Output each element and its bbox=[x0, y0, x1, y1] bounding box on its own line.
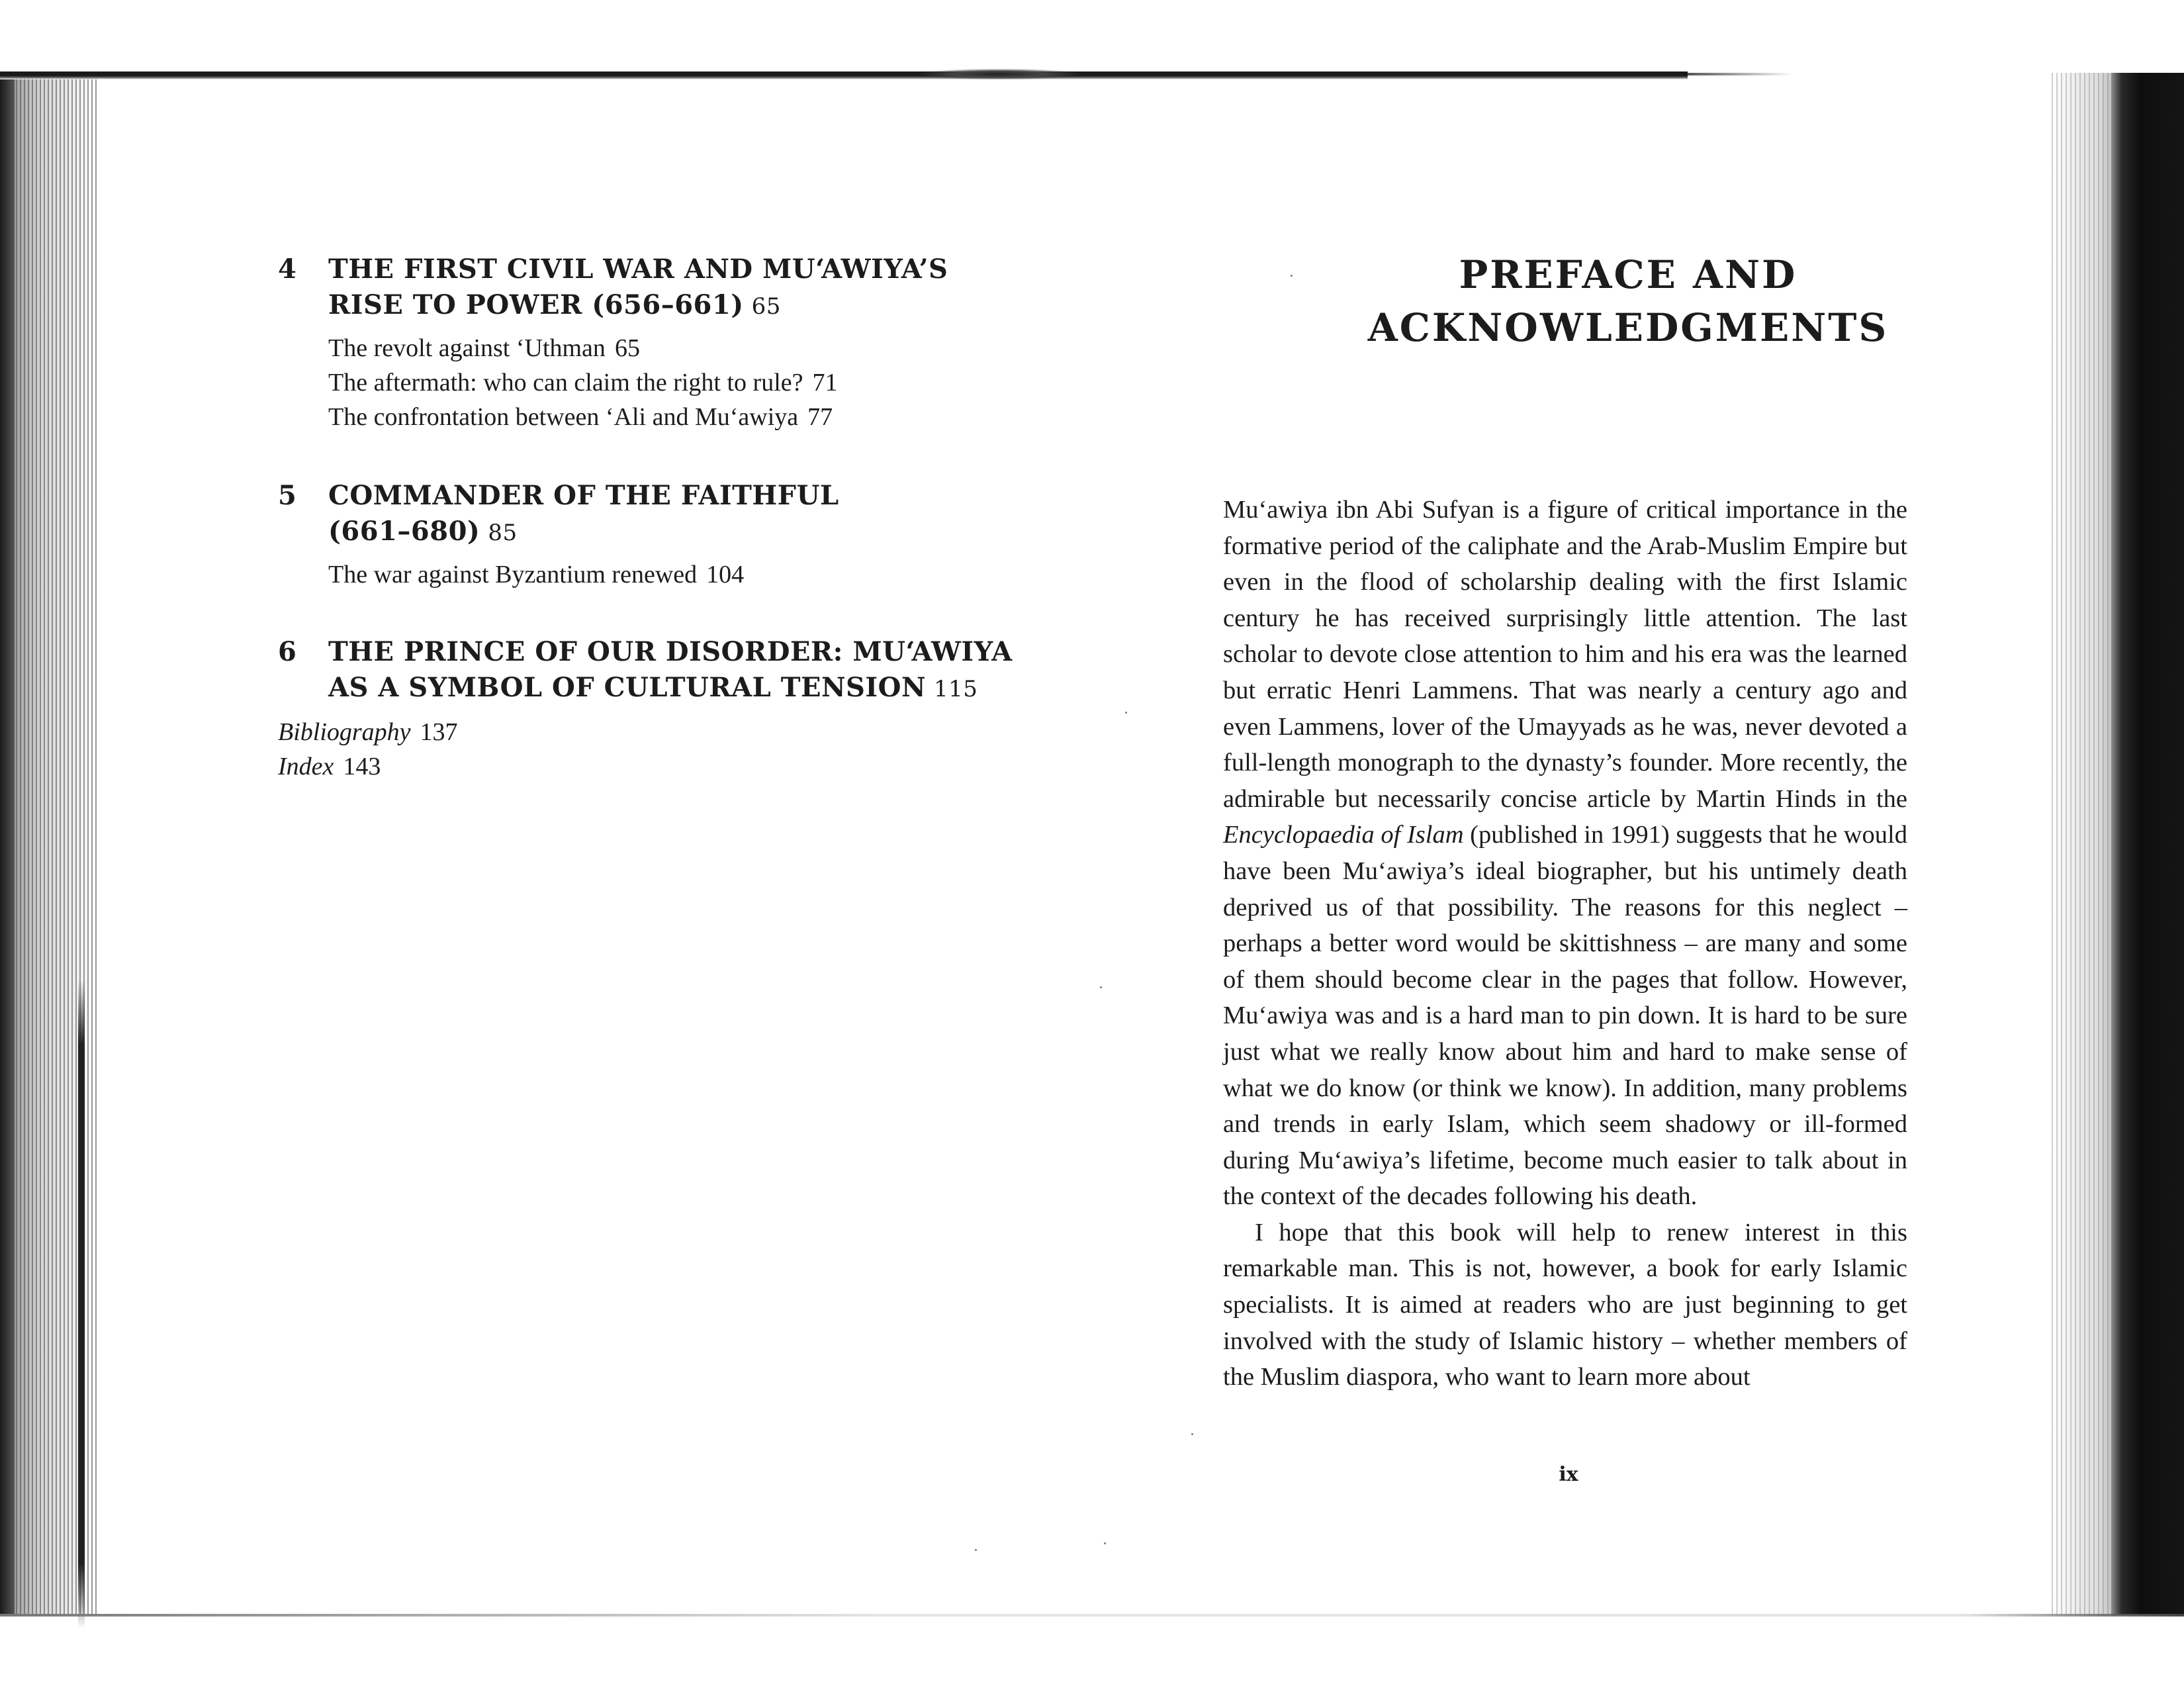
preface-body bbox=[1223, 492, 1907, 1395]
preface-paragraph-1 bbox=[1223, 492, 1907, 1215]
toc-index-entry bbox=[278, 749, 458, 784]
scan-speck bbox=[1191, 1433, 1193, 1435]
page-number: ix bbox=[1559, 1463, 1578, 1486]
chapter-title-line1: COMMANDER OF THE FAITHFUL bbox=[328, 480, 839, 511]
chapter-title-line1: THE FIRST CIVIL WAR AND MU‘AWIYA’S bbox=[328, 254, 948, 285]
preface-title-line2: ACKNOWLEDGMENTS bbox=[1367, 305, 1889, 350]
chapter-page-number: 65 bbox=[751, 293, 781, 320]
toc-section-item bbox=[328, 365, 1019, 400]
toc-bibliography-entry bbox=[278, 715, 458, 749]
toc-section-item bbox=[328, 331, 1019, 365]
preface-title bbox=[1264, 248, 1992, 354]
chapter-page-number: 115 bbox=[934, 676, 978, 702]
section-page-number: 71 bbox=[812, 369, 838, 397]
scan-speck bbox=[1125, 712, 1127, 714]
chapter-page-number: 85 bbox=[488, 520, 518, 546]
toc-section-item bbox=[328, 557, 1019, 592]
chapter-heading bbox=[278, 478, 1019, 551]
preface-title-line1: PREFACE AND bbox=[1459, 252, 1797, 297]
chapter-title-line2 bbox=[328, 514, 1019, 551]
preface-p1-text-start: Mu‘awiya ibn Abi Sufyan is a figure of critical importance in the formative period of the caliphate and the Arab-Muslim Empire but even in the flood of scholarship dealing with the first Islamic century he has received surprisingly little attention. The last scholar to devote close attention to him and his era was the learned but erratic Henri Lammens. That was nearly a century ago and even Lammens, lover of the Umayyads as he was, never devoted a full-length monograph to the dynasty’s founder. More recently, the admirable but necessarily concise article by Martin Hinds in the bbox=[1223, 496, 1907, 813]
scan-bottom-edge bbox=[0, 1614, 2184, 1617]
section-page-number: 104 bbox=[706, 561, 745, 588]
scan-right-shade bbox=[2052, 73, 2118, 1615]
toc-backmatter bbox=[278, 715, 458, 784]
preface-p1-italic-title: Encyclopaedia of Islam bbox=[1223, 821, 1464, 849]
section-title: The confrontation between ‘Ali and Mu‘awiya bbox=[328, 403, 799, 431]
bibliography-page-number: 137 bbox=[420, 718, 458, 746]
section-page-number: 65 bbox=[614, 334, 640, 362]
chapter-title-line2 bbox=[328, 670, 1019, 707]
chapter-title-text: RISE TO POWER (656–661) bbox=[328, 289, 744, 320]
index-title: Index bbox=[278, 753, 334, 780]
chapter-title-line1: THE PRINCE OF OUR DISORDER: MU‘AWIYA bbox=[328, 636, 1013, 667]
section-title: The aftermath: who can claim the right to rule? bbox=[328, 369, 803, 397]
chapter-title-text: AS A SYMBOL OF CULTURAL TENSION bbox=[328, 672, 927, 703]
chapter-heading bbox=[278, 252, 1019, 324]
preface-p1-text-end: (published in 1991) suggests that he would have been Mu‘awiya’s ideal biographer, but his untimely death deprived us of that possibility. The reasons for this neglect – perhaps a better word would be skittishness – are many and some of them should become clear in the pages that follow. However, Mu‘awiya was and is a hard man to pin down. It is hard to be sure just what we really know about him and hard to make sense of what we do know (or think we know). In addition, many problems and trends in early Islam, which seem shadowy or ill-formed during Mu‘awiya’s lifetime, become much easier to talk about in the context of the decades following his death. bbox=[1223, 821, 1907, 1211]
section-list bbox=[278, 331, 1019, 434]
scan-speck bbox=[1104, 1542, 1106, 1544]
toc-chapter-6 bbox=[278, 634, 1019, 707]
section-page-number: 77 bbox=[807, 403, 833, 431]
chapter-title-text: (661–680) bbox=[328, 516, 480, 547]
section-title: The revolt against ‘Uthman bbox=[328, 334, 606, 362]
toc-section-item bbox=[328, 400, 1019, 434]
chapter-number: 6 bbox=[278, 636, 297, 667]
scan-left-bar bbox=[0, 79, 15, 1615]
chapter-number: 4 bbox=[278, 254, 297, 285]
section-list bbox=[278, 557, 1019, 592]
section-title: The war against Byzantium renewed bbox=[328, 561, 698, 588]
scan-top-blotch bbox=[920, 69, 1079, 79]
scan-left-binding-line bbox=[78, 980, 85, 1628]
chapter-heading bbox=[278, 634, 1019, 707]
scan-right-bar bbox=[2111, 73, 2184, 1615]
toc-chapter-5 bbox=[278, 478, 1019, 592]
chapter-title-line2 bbox=[328, 287, 1019, 324]
chapter-number: 5 bbox=[278, 480, 297, 511]
scan-top-edge bbox=[0, 71, 1688, 79]
index-page-number: 143 bbox=[343, 753, 381, 780]
scan-speck bbox=[975, 1549, 977, 1551]
scan-speck bbox=[1100, 986, 1102, 988]
toc-chapter-4 bbox=[278, 252, 1019, 434]
scan-top-edge-fade bbox=[1688, 73, 1794, 75]
preface-paragraph-2: I hope that this book will help to renew interest in this remarkable man. This is not, however, a book for early Islamic specialists. It is aimed at readers who are just beginning to get involved with the study of Islamic history – whether members of the Muslim diaspora, who want to learn more about bbox=[1223, 1218, 1907, 1391]
bibliography-title: Bibliography bbox=[278, 718, 411, 746]
